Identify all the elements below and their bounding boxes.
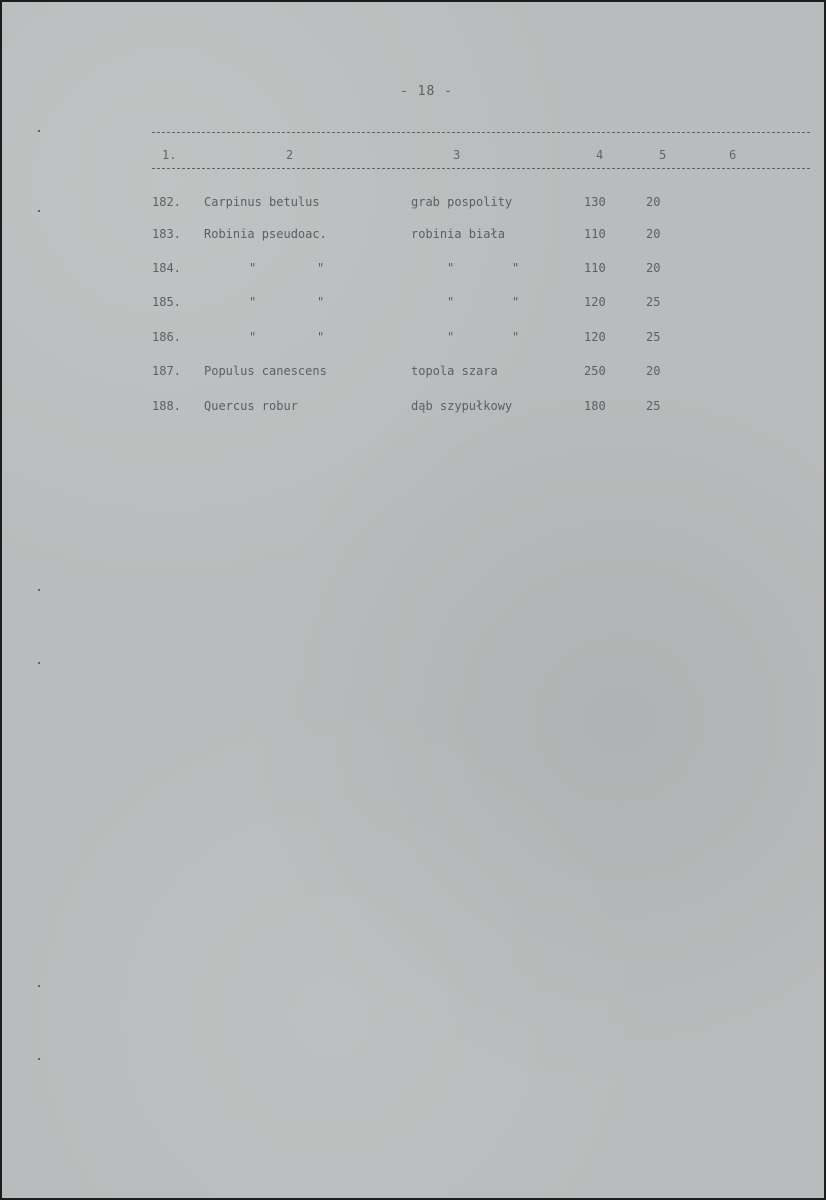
row-number: 187. [152,364,181,378]
table-row [152,364,661,384]
table-row [152,295,661,315]
ditto-mark: " [447,261,455,275]
table-top-rule [152,132,810,133]
polish-name: dąb szypułkowy [411,399,513,413]
column-5-value: 25 [646,330,661,344]
latin-name: Carpinus betulus [204,195,320,209]
polish-name: grab pospolity [411,195,513,209]
ditto-mark: " [512,261,520,275]
column-5-value: 25 [646,295,661,309]
document-page [2,2,824,1198]
row-number: 183. [152,227,181,241]
column-header-4: 4 [596,148,604,162]
column-5-value: 20 [646,364,661,378]
column-header-1: 1. [162,148,177,162]
table-header-rule [152,168,810,169]
margin-speck [38,985,40,987]
ditto-mark: " [447,295,455,309]
table-row [152,261,661,281]
page-number: - 18 - [400,84,453,99]
table-row [152,330,661,350]
column-4-value: 120 [584,330,606,344]
ditto-mark: " [512,330,520,344]
column-header-3: 3 [453,148,461,162]
margin-speck [38,662,40,664]
ditto-mark: " [249,295,257,309]
column-4-value: 110 [584,261,606,275]
polish-name: robinia biała [411,227,505,241]
margin-speck [38,589,40,591]
polish-name: topola szara [411,364,498,378]
table-row [152,227,661,247]
row-number: 184. [152,261,181,275]
column-5-value: 20 [646,261,661,275]
column-5-value: 25 [646,399,661,413]
column-header-6: 6 [729,148,737,162]
latin-name: Quercus robur [204,399,298,413]
column-5-value: 20 [646,227,661,241]
column-header-5: 5 [659,148,667,162]
row-number: 182. [152,195,181,209]
margin-speck [38,210,40,212]
ditto-mark: " [317,330,325,344]
column-4-value: 130 [584,195,606,209]
column-header-2: 2 [286,148,294,162]
ditto-mark: " [249,261,257,275]
row-number: 186. [152,330,181,344]
table-row [152,399,661,419]
ditto-mark: " [512,295,520,309]
margin-speck [38,1058,40,1060]
ditto-mark: " [317,295,325,309]
column-5-value: 20 [646,195,661,209]
column-4-value: 110 [584,227,606,241]
ditto-mark: " [317,261,325,275]
row-number: 188. [152,399,181,413]
latin-name: Populus canescens [204,364,327,378]
column-4-value: 250 [584,364,606,378]
column-4-value: 180 [584,399,606,413]
column-4-value: 120 [584,295,606,309]
ditto-mark: " [447,330,455,344]
latin-name: Robinia pseudoac. [204,227,327,241]
margin-speck [38,130,40,132]
ditto-mark: " [249,330,257,344]
table-row [152,195,661,215]
row-number: 185. [152,295,181,309]
